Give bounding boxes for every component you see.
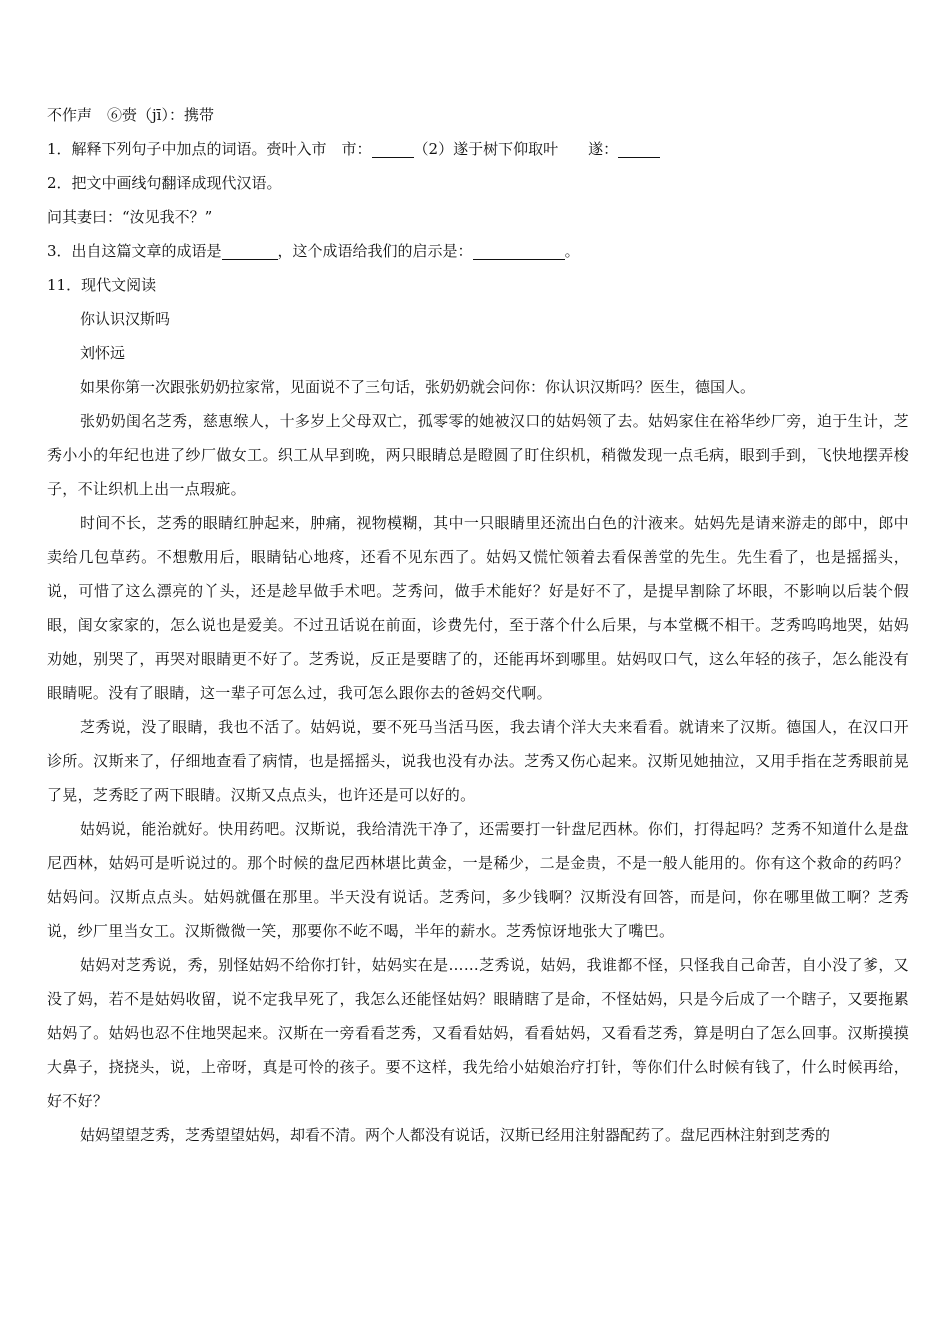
question-3-part2: ，这个成语给我们的启示是：	[277, 242, 473, 260]
footnote-text: 不作声 ⑥赍（jī）：携带	[47, 106, 214, 124]
underlined-sentence: 问其妻曰：“汝见我不？”	[47, 208, 213, 226]
paragraph: 如果你第一次跟张奶奶拉家常，见面说不了三句话，张奶奶就会问你：你认识汉斯吗？医生，德国人。	[80, 378, 756, 396]
article-author	[47, 336, 909, 370]
paragraph: 时间不长，芝秀的眼睛红肿起来，肿痛，视物模糊，其中一只眼睛里还流出白色的汁液来。姑妈先是请来游走的郎中，郎中卖给几包草药。不想敷用后，眼睛钻心地疼，还看不见东西了。姑妈又慌忙领着去看保善堂的先生。先生看了，也是摇摇头，说，可惜了这么漂亮的丫头，还是趁早做手术吧。芝秀问，做手术能好？好是好不了，是提早割除了坏眼，不影响以后装个假眼，闺女家家的，怎么说也是爱美。不过丑话说在前面，诊费先付，至于落个什么后果，与本堂概不相干。芝秀呜呜地哭，姑妈劝她，别哭了，再哭对眼睛更不好了。芝秀说，反正是要瞎了的，还能再坏到哪里。姑妈叹口气，这么年轻的孩子，怎么能没有眼睛呢。没有了眼睛，这一辈子可怎么过，我可怎么跟你去的爸妈交代啊。	[47, 514, 909, 702]
question-2-sentence	[47, 200, 909, 234]
paragraph: 芝秀说，没了眼睛，我也不活了。姑妈说，要不死马当活马医，我去请个洋大夫来看看。就请来了汉斯。德国人，在汉口开诊所。汉斯来了，仔细地查看了病情，也是摇摇头，说我也没有办法。芝秀又伤心起来。汉斯见她抽泣，又用手指在芝秀眼前晃了晃，芝秀眨了两下眼睛。汉斯又点点头，也许还是可以好的。	[47, 718, 909, 804]
footnote-line	[47, 98, 909, 132]
question-2-text: 2．把文中画线句翻译成现代汉语。	[47, 174, 282, 192]
question-3-end: 。	[564, 242, 580, 260]
question-3	[47, 234, 909, 268]
question-3-text: 3．出自这篇文章的成语是	[47, 242, 222, 260]
paragraph: 姑妈说，能治就好。快用药吧。汉斯说，我给清洗干净了，还需要打一针盘尼西林。你们，打得起吗？芝秀不知道什么是盘尼西林，姑妈可是听说过的。那个时候的盘尼西林堪比黄金，一是稀少，二是金贵，不是一般人能用的。你有这个救命的药吗？姑妈问。汉斯点点头。姑妈就僵在那里。半天没有说话。芝秀问，多少钱啊？汉斯没有回答，而是问，你在哪里做工啊？芝秀说，纱厂里当女工。汉斯微微一笑，那要你不屹不喝，半年的薪水。芝秀惊讶地张大了嘴巴。	[47, 820, 909, 940]
question-1-part2: （2）遂于树下仰取叶 遂：	[413, 140, 619, 158]
question-1-text: 1．解释下列句子中加点的词语。赍叶入市 市：	[47, 140, 372, 158]
section-heading-text: 11．现代文阅读	[47, 276, 157, 294]
question-1	[47, 132, 909, 166]
paragraph: 姑妈对芝秀说，秀，别怪姑妈不给你打针，姑妈实在是……芝秀说，姑妈，我谁都不怪，只怪我自己命苦，自小没了爹，又没了妈，若不是姑妈收留，说不定我早死了，我怎么还能怪姑妈？眼睛瞎了是命，不怪姑妈，只是今后成了一个瞎子，又要拖累姑妈了。姑妈也忍不住地哭起来。汉斯在一旁看看芝秀，又看看姑妈，看看姑妈，又看看芝秀，算是明白了怎么回事。汉斯摸摸大鼻子，挠挠头，说，上帝呀，真是可怜的孩子。要不这样，我先给小姑娘治疗打针，等你们什么时候有钱了，什么时候再给，好不好？	[47, 956, 909, 1110]
answer-blank[interactable]	[618, 139, 660, 158]
answer-blank[interactable]	[222, 241, 278, 260]
question-2	[47, 166, 909, 200]
paragraph: 姑妈望望芝秀，芝秀望望姑妈，却看不清。两个人都没有说话，汉斯已经用注射器配药了。盘尼西林注射到芝秀的	[80, 1126, 831, 1144]
paragraph: 张奶奶闺名芝秀，慈恵缑人，十多岁上父母双亡，孤零零的她被汉口的姑妈领了去。姑妈家住在裕华纱厂旁，迫于生计，芝秀小小的年纪也进了纱厂做女工。织工从早到晚，两只眼睛总是瞪圆了盯住织机，稍微发现一点毛病，眼到手到，飞快地摆弄梭子，不让织机上出一点瑕疵。	[47, 412, 909, 498]
article-title-text: 你认识汉斯吗	[80, 310, 171, 328]
article-title	[47, 302, 909, 336]
answer-blank[interactable]	[473, 241, 565, 260]
section-heading	[47, 268, 909, 302]
document-page	[47, 98, 909, 1152]
article-author-text: 刘怀远	[80, 344, 126, 362]
answer-blank[interactable]	[372, 139, 414, 158]
